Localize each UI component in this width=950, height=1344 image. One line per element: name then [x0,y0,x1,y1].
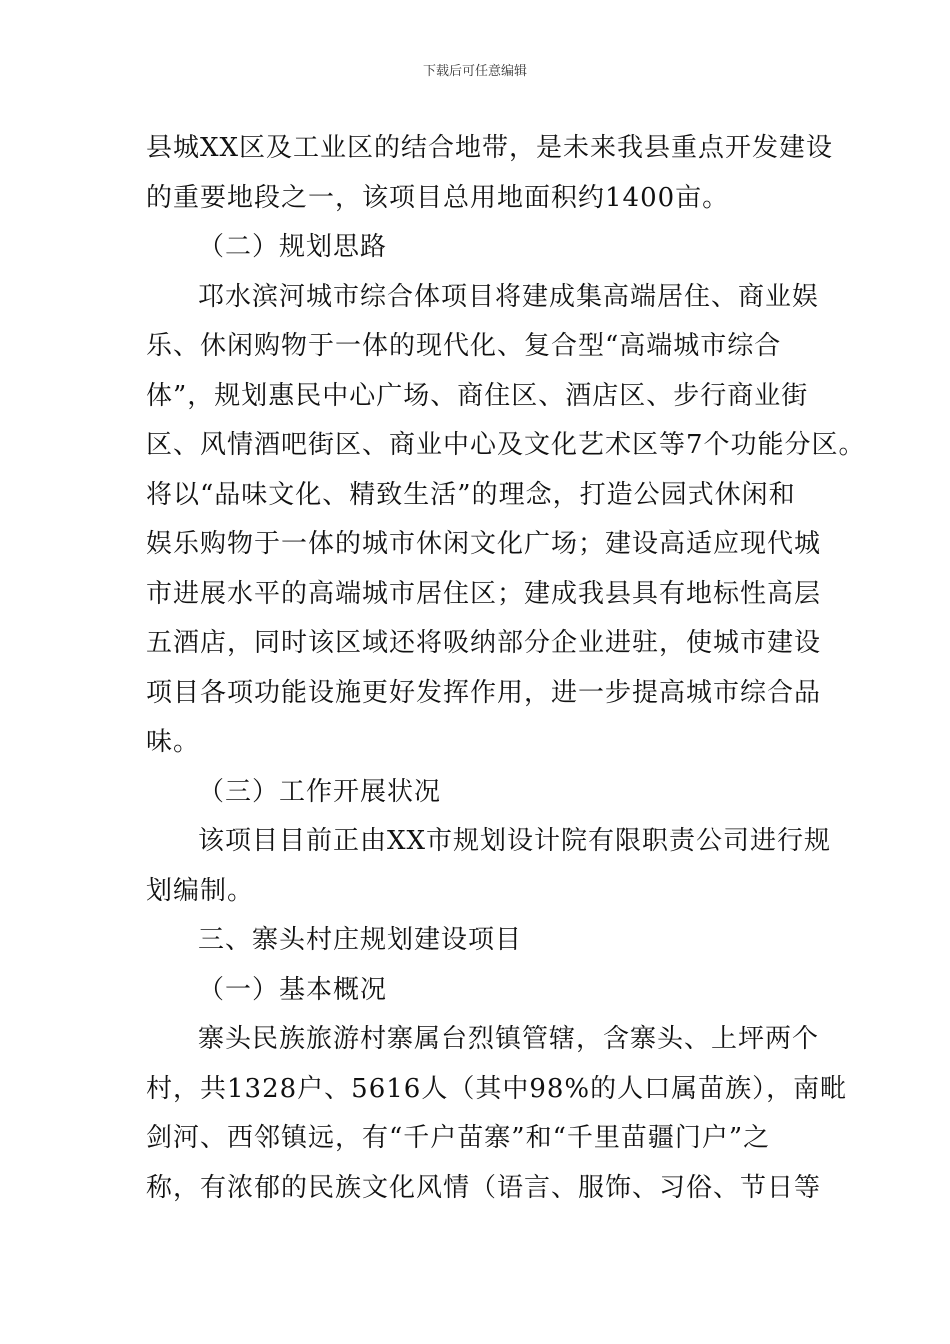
text-line: 剑河、西邻镇远，有“千户苗寨”和“千里苗疆门户”之 [146,1123,771,1153]
text-line: 体”，规划惠民中心广场、商住区、酒店区、步行商业街 [146,380,809,411]
section-heading: 三、寨头村庄规划建设项目 [198,925,523,955]
section-heading: （二）规划思路 [198,232,388,262]
text-line: 娱乐购物于一体的城市休闲文化广场；建设高适应现代城 [146,529,822,559]
text-line: 该项目目前正由XX市规划设计院有限职责公司进行规 [198,826,832,856]
text-line: 寨头民族旅游村寨属台烈镇管辖，含寨头、上坪两个 [198,1024,820,1054]
text-line: 项目各项功能设施更好发挥作用，进一步提高城市综合品 [146,677,822,708]
section-heading: （一）基本概况 [198,974,388,1005]
document-body [146,124,866,1213]
section-heading: （三）工作开展状况 [198,776,442,807]
text-line: 划编制。 [146,875,255,906]
text-line: 乐、休闲购物于一体的现代化、复合型“高端城市综合 [146,331,782,361]
text-line: 味。 [146,727,201,757]
text-line: 区、风情酒吧街区、商业中心及文化艺术区等7个功能分区。 [146,430,866,460]
text-line: 邛水滨河城市综合体项目将建成集高端居住、商业娱 [198,281,820,312]
text-line: 将以“品味文化、精致生活”的理念，打造公园式休闲和 [146,479,796,510]
page-header-note: 下载后可任意编辑 [422,64,527,79]
text-line: 五酒店，同时该区域还将吸纳部分企业进驻，使城市建设 [146,628,822,658]
text-line: 称，有浓郁的民族文化风情（语言、服饰、习俗、节日等 [146,1172,822,1203]
text-line: 的重要地段之一，该项目总用地面积约1400亩。 [146,182,730,213]
text-line: 县城XX区及工业区的结合地带，是未来我县重点开发建设 [146,133,834,163]
text-line: 村，共1328户、5616人（其中98%的人口属苗族），南毗 [146,1073,848,1104]
text-line: 市进展水平的高端城市居住区；建成我县具有地标性高层 [146,578,822,609]
